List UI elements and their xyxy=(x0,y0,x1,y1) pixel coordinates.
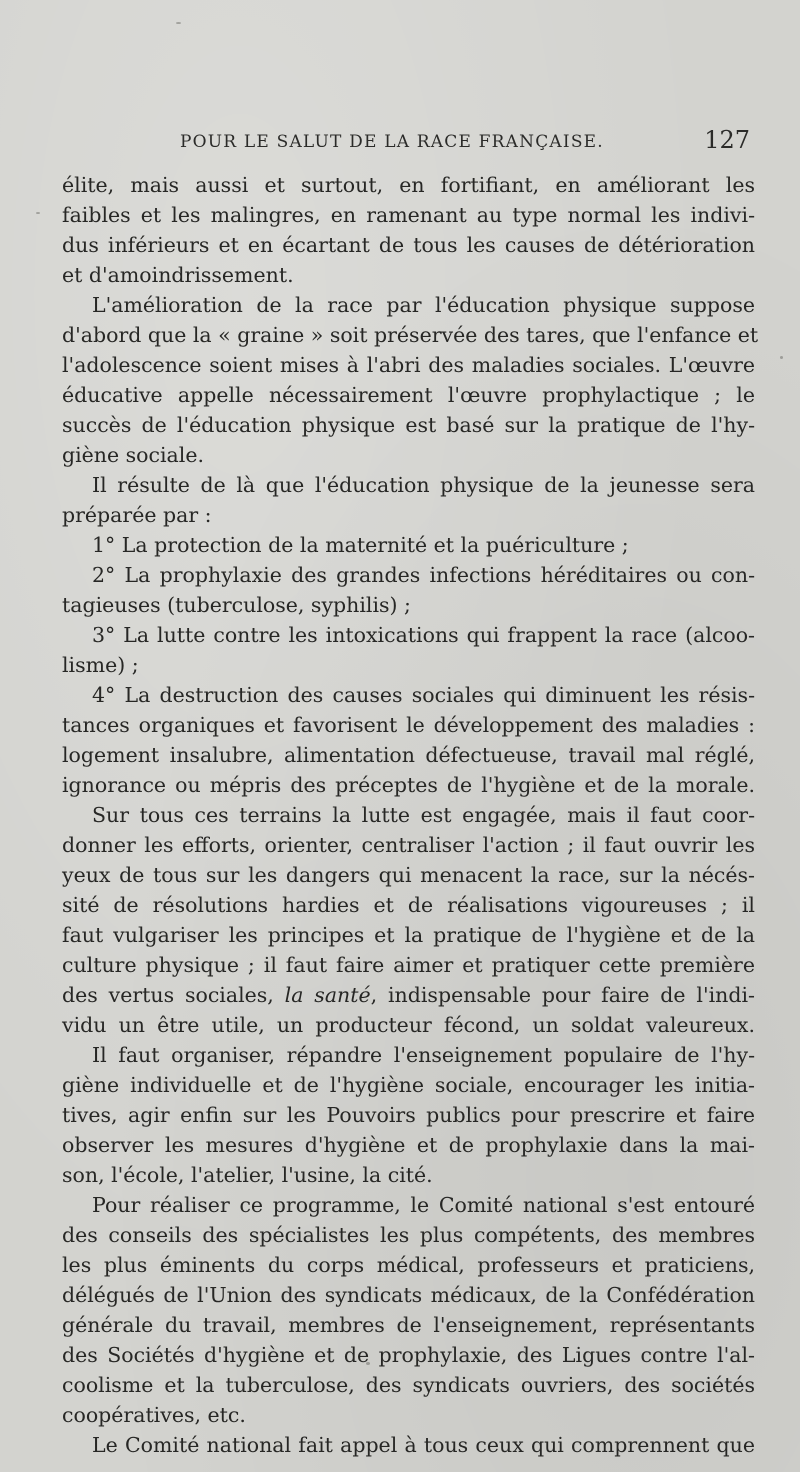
print-speck xyxy=(366,1362,370,1365)
text-line: éducative appelle nécessairement l'œuvre prophylactique ; le xyxy=(62,383,755,407)
text-line: Il résulte de là que l'éducation physique de la jeunesse sera xyxy=(92,473,755,497)
running-head xyxy=(60,126,760,162)
print-speck xyxy=(176,22,181,24)
text-line: tives, agir enfin sur les Pouvoirs publics pour prescrire et faire xyxy=(62,1103,755,1127)
text-line: et d'amoindrissement. xyxy=(62,263,294,287)
text-line: logement insalubre, alimentation défectueuse, travail mal réglé, xyxy=(62,743,755,767)
text-line: coolisme et la tuberculose, des syndicats ouvriers, des sociétés xyxy=(62,1373,755,1397)
text-line: Pour réaliser ce programme, le Comité national s'est entouré xyxy=(92,1193,755,1217)
text-line: générale du travail, membres de l'enseignement, représentants xyxy=(62,1313,755,1337)
text-line: tances organiques et favorisent le développement des maladies : xyxy=(62,713,755,737)
text-line: Sur tous ces terrains la lutte est engagée, mais il faut coor- xyxy=(92,803,755,827)
text-line: des vertus sociales, la santé, indispensable pour faire de l'indi- xyxy=(62,983,755,1007)
text-line: son, l'école, l'atelier, l'usine, la cité. xyxy=(62,1163,433,1187)
text-line: des conseils des spécialistes les plus compétents, des membres xyxy=(62,1223,755,1247)
text-line: coopératives, etc. xyxy=(62,1403,246,1427)
text-line: lisme) ; xyxy=(62,653,139,677)
text-line: giène sociale. xyxy=(62,443,204,467)
italic-phrase: la santé xyxy=(284,983,371,1007)
text-line: 1° La protection de la maternité et la puériculture ; xyxy=(92,533,629,557)
text-line: préparée par : xyxy=(62,503,212,527)
text-line: d'abord que la « graine » soit préservée des tares, que l'enfance et xyxy=(62,323,759,347)
text-line: observer les mesures d'hygiène et de prophylaxie dans la mai- xyxy=(62,1133,755,1157)
text-line: culture physique ; il faut faire aimer et pratiquer cette première xyxy=(62,953,755,977)
text-line: 3° La lutte contre les intoxications qui frappent la race (alcoo- xyxy=(92,623,755,647)
text-line: l'adolescence soient mises à l'abri des maladies sociales. L'œuvre xyxy=(62,353,755,377)
text-line: L'amélioration de la race par l'éducation physique suppose xyxy=(92,293,755,317)
text-line: donner les efforts, orienter, centraliser l'action ; il faut ouvrir les xyxy=(62,833,755,857)
text-line: giène individuelle et de l'hygiène sociale, encourager les initia- xyxy=(62,1073,755,1097)
text-line: Il faut organiser, répandre l'enseignement populaire de l'hy- xyxy=(92,1043,755,1067)
text-line: Le Comité national fait appel à tous ceux qui comprennent que xyxy=(92,1433,755,1457)
text-line: délégués de l'Union des syndicats médicaux, de la Confédération xyxy=(62,1283,755,1307)
text-line: faut vulgariser les principes et la pratique de l'hygiène et de la xyxy=(62,923,755,947)
print-speck xyxy=(780,356,783,359)
text-line: sité de résolutions hardies et de réalisations vigoureuses ; il xyxy=(62,893,755,917)
text-line: des Sociétés d'hygiène et de prophylaxie, des Ligues contre l'al- xyxy=(62,1343,755,1367)
text-line: les plus éminents du corps médical, professeurs et praticiens, xyxy=(62,1253,755,1277)
print-speck xyxy=(36,212,40,214)
text-line: faibles et les malingres, en ramenant au type normal les indivi- xyxy=(62,203,755,227)
text-line: tagieuses (tuberculose, syphilis) ; xyxy=(62,593,411,617)
text-line: succès de l'éducation physique est basé sur la pratique de l'hy- xyxy=(62,413,755,437)
text-line: dus inférieurs et en écartant de tous les causes de détérioration xyxy=(62,233,755,257)
text-line: vidu un être utile, un producteur fécond, un soldat valeureux. xyxy=(62,1013,755,1037)
text-line: 2° La prophylaxie des grandes infections héréditaires ou con- xyxy=(92,563,755,587)
text-line: 4° La destruction des causes sociales qui diminuent les résis- xyxy=(92,683,755,707)
text-line: ignorance ou mépris des préceptes de l'hygiène et de la morale. xyxy=(62,773,755,797)
page-number: 127 xyxy=(704,126,750,154)
text-line: yeux de tous sur les dangers qui menacent la race, sur la nécés- xyxy=(62,863,755,887)
text-line: élite, mais aussi et surtout, en fortifiant, en améliorant les xyxy=(62,173,755,197)
running-title: POUR LE SALUT DE LA RACE FRANÇAISE. xyxy=(180,132,604,152)
